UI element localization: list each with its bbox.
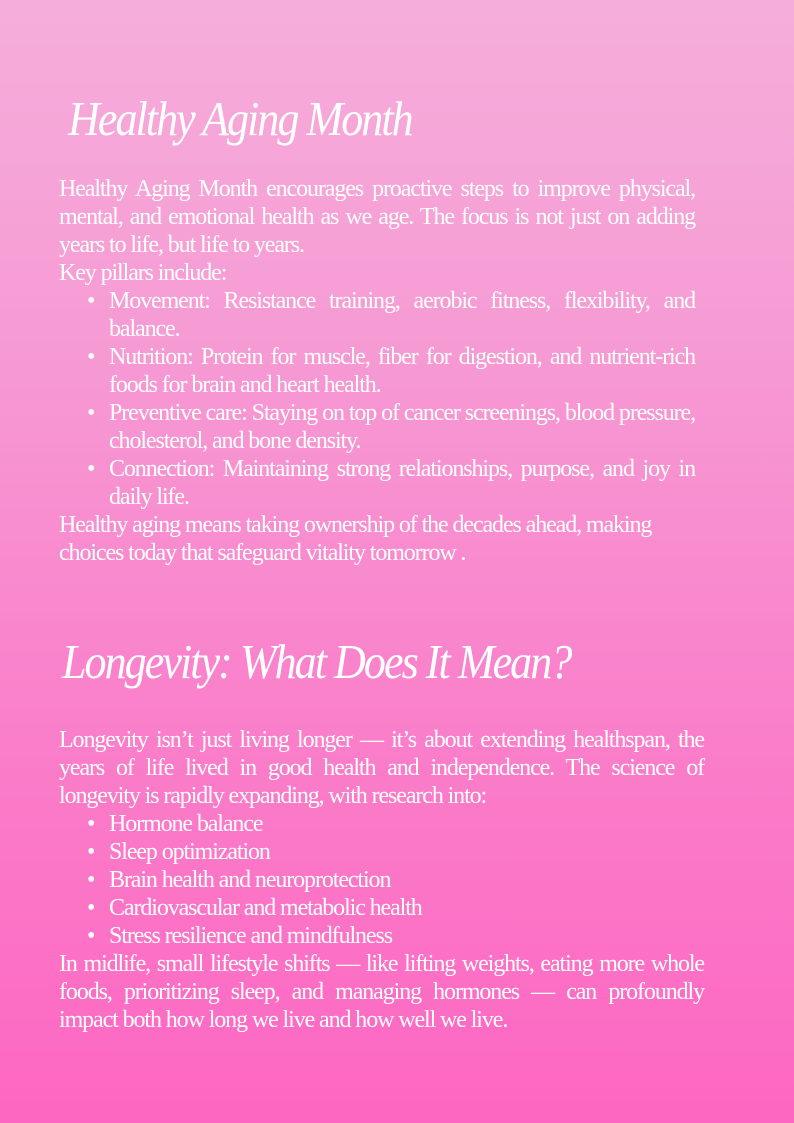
section-title: Longevity: What Does It Mean? [62, 634, 571, 689]
list-item: • Movement: Resistance training, aerobic fitness, flexibility, and balance. [109, 287, 695, 343]
list-item: • Sleep optimization [109, 838, 704, 866]
list-item: • Connection: Maintaining strong relationships, purpose, and joy in daily life. [109, 455, 695, 511]
list-item: • Cardiovascular and metabolic health [109, 894, 704, 922]
topics-list [59, 810, 704, 950]
list-item: • Preventive care: Staying on top of cancer screenings, blood pressure, cholesterol, and bone density. [109, 399, 695, 455]
list-label: Key pillars include: [59, 260, 227, 286]
healthy-aging-section [59, 84, 695, 567]
intro-paragraph: Healthy Aging Month encourages proactive steps to improve physical, mental, and emotional health as we age. The focus is not just on adding years to life, but life to years. [59, 176, 695, 258]
section-title: Healthy Aging Month [68, 91, 412, 146]
section-body [59, 175, 695, 567]
closing-paragraph: In midlife, small lifestyle shifts — like lifting weights, eating more whole foods, prioritizing sleep, and managing hormones — can profoundly impact both how long we live and how well we live. [59, 951, 704, 1033]
intro-paragraph: Longevity isn’t just living longer — it’s about extending healthspan, the years of life lived in good health and independence. The science of longevity is rapidly expanding, with research into: [59, 727, 704, 809]
pillars-list [59, 287, 695, 511]
list-item: • Hormone balance [109, 810, 704, 838]
section-body [59, 726, 704, 1034]
list-item: • Brain health and neuroprotection [109, 866, 704, 894]
list-item: • Nutrition: Protein for muscle, fiber for digestion, and nutrient-rich foods for brain and heart health. [109, 343, 695, 399]
longevity-section [59, 630, 704, 1034]
list-item: • Stress resilience and mindfulness [109, 922, 704, 950]
closing-paragraph: Healthy aging means taking ownership of the decades ahead, making choices today that safeguard vitality tomorrow . [59, 512, 652, 566]
